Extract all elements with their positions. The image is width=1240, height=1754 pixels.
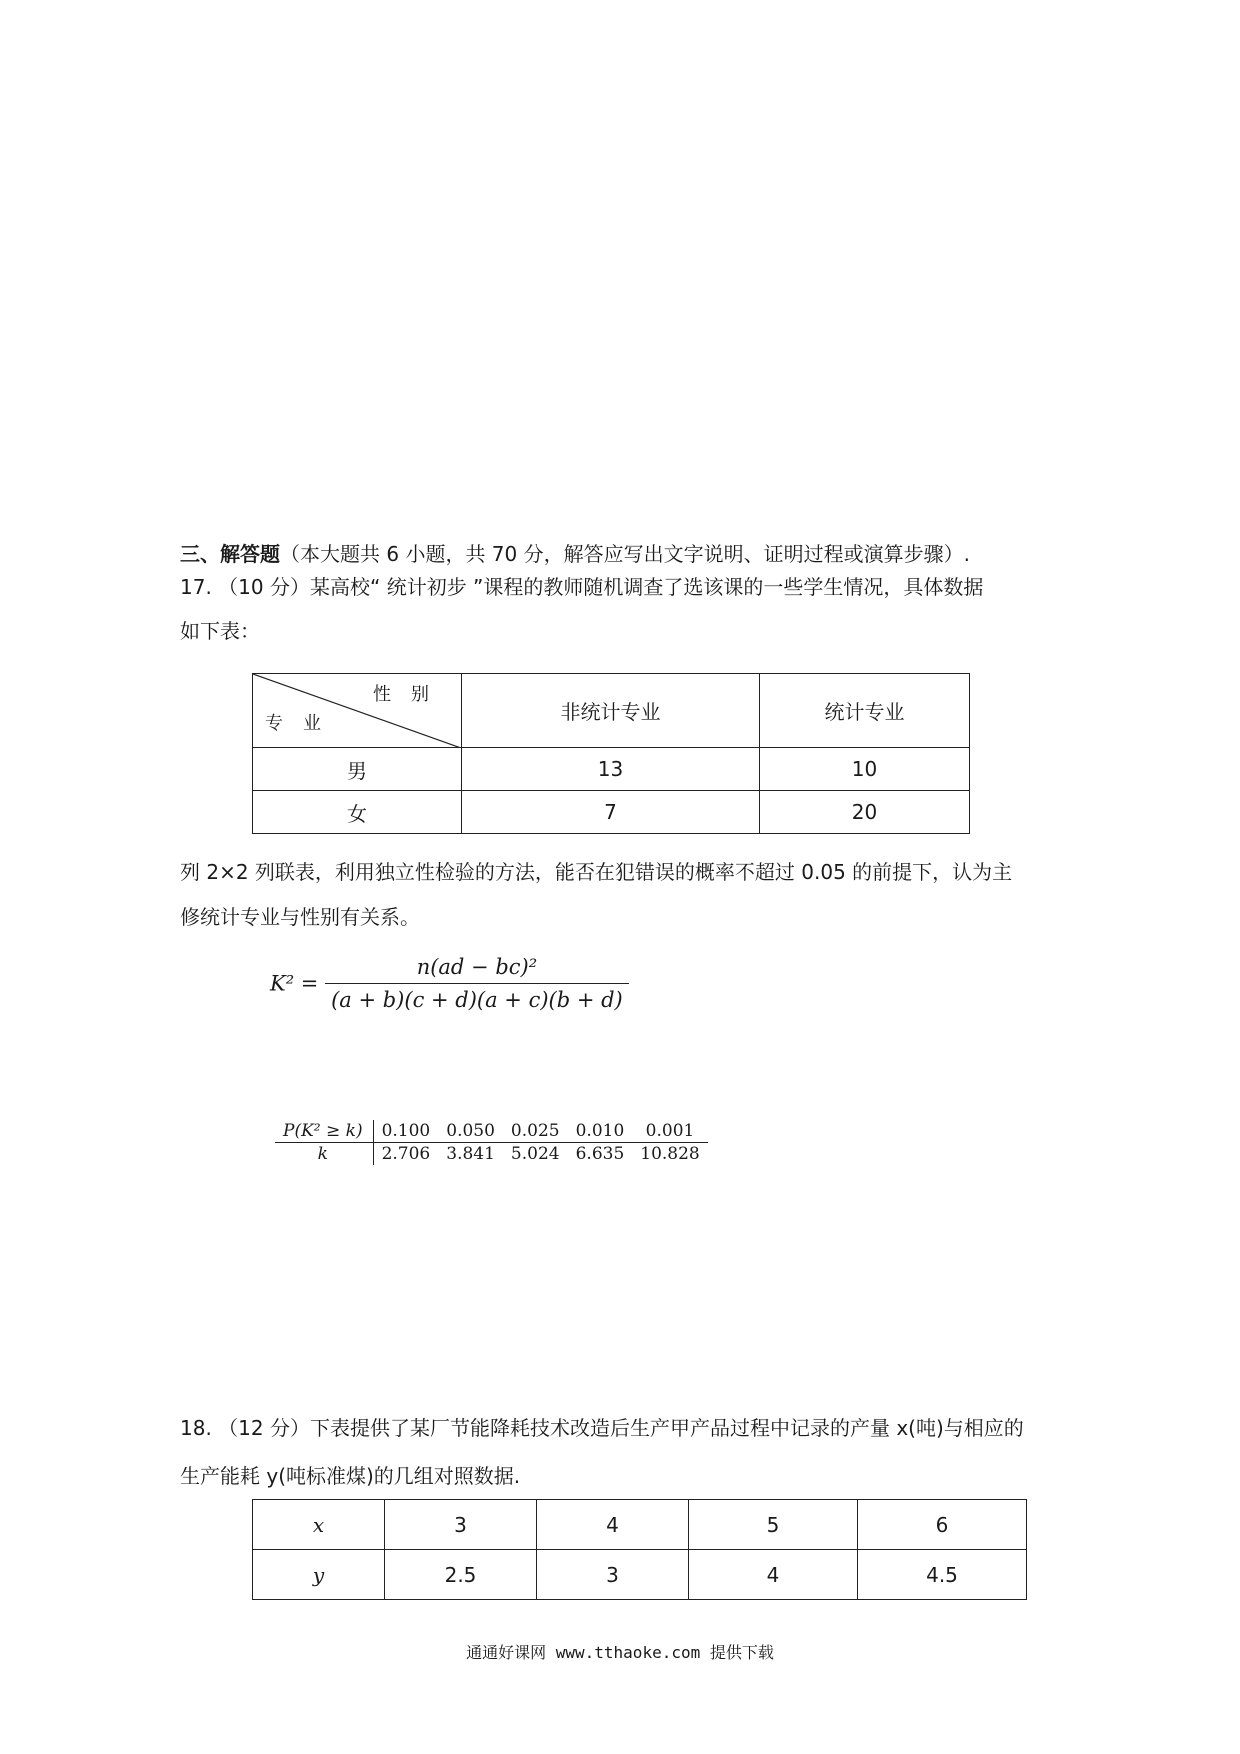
table-row	[253, 748, 970, 791]
critical-value-table	[275, 1120, 708, 1165]
p-value: 0.100	[373, 1120, 438, 1143]
k-value: 3.841	[446, 1144, 495, 1164]
q18-text-1: 下表提供了某厂节能降耗技术改造后生产甲产品过程中记录的产量 x(吨)与相应的	[309, 1416, 1024, 1440]
cell-value: 10	[760, 748, 970, 791]
p-value: 0.010	[568, 1120, 633, 1143]
p-value: 0.050	[438, 1120, 503, 1143]
formula-lhs: K² =	[270, 971, 319, 996]
k-value: 10.828	[640, 1144, 700, 1164]
table-row	[253, 1550, 1027, 1600]
x-value: 5	[689, 1500, 858, 1550]
p-value: 0.001	[632, 1120, 707, 1143]
row-label: 男	[253, 748, 462, 791]
y-value: 4	[689, 1550, 858, 1600]
table-row	[253, 791, 970, 834]
section-instruction: （本大题共 6 小题，共 70 分，解答应写出文字说明、证明过程或演算步骤）.	[280, 542, 970, 566]
section-heading-line	[180, 541, 970, 567]
header-stat: 统计专业	[760, 674, 970, 748]
q17-number: 17.	[180, 575, 212, 599]
table-corner-cell	[253, 674, 462, 748]
x-value: 3	[385, 1500, 537, 1550]
formula-numerator: n(ad − bc)²	[325, 955, 629, 984]
page-footer: 通通好课网 www.tthaoke.com 提供下载	[466, 1643, 774, 1662]
q17-after-line2: 修统计专业与性别有关系。	[180, 905, 420, 929]
table-row	[253, 1500, 1027, 1550]
x-label: x	[253, 1500, 385, 1550]
corner-top-label: 性别	[373, 684, 449, 705]
k-squared-formula	[270, 955, 629, 1012]
y-value: 2.5	[385, 1550, 537, 1600]
q18-line1	[180, 1415, 1024, 1441]
cell-value: 20	[760, 791, 970, 834]
k-value: 2.706	[381, 1144, 431, 1164]
k-value: 6.635	[575, 1144, 625, 1164]
q17-line2: 如下表：	[180, 619, 260, 643]
q18-data-table	[252, 1499, 1027, 1600]
q17-contingency-table	[252, 673, 970, 834]
cell-value: 13	[462, 748, 760, 791]
y-label: y	[253, 1550, 385, 1600]
table-row	[275, 1120, 708, 1143]
p-value: 0.025	[503, 1120, 568, 1143]
row-label: 女	[253, 791, 462, 834]
table-row	[275, 1143, 708, 1166]
q17-line1	[180, 574, 983, 600]
formula-denominator: (a + b)(c + d)(a + c)(b + d)	[331, 988, 623, 1012]
q17-score: （10 分）	[218, 575, 310, 599]
x-value: 6	[858, 1500, 1027, 1550]
p-label: P(K² ≥ k)	[275, 1120, 373, 1143]
cell-value: 7	[462, 791, 760, 834]
q17-after-line1: 列 2×2 列联表，利用独立性检验的方法，能否在犯错误的概率不超过 0.05 的前提下，认为主	[180, 860, 1013, 884]
y-value: 4.5	[858, 1550, 1027, 1600]
q18-line2: 生产能耗 y(吨标准煤)的几组对照数据.	[180, 1464, 521, 1488]
formula-fraction	[325, 955, 629, 1012]
q17-text-1: 某高校“ 统计初步 ”课程的教师随机调查了选该课的一些学生情况，具体数据	[309, 575, 984, 599]
k-label: k	[275, 1143, 373, 1166]
k-value: 5.024	[510, 1144, 560, 1164]
section-heading: 三、解答题	[180, 542, 280, 566]
q18-score: （12 分）	[218, 1416, 310, 1440]
y-value: 3	[537, 1550, 689, 1600]
q18-number: 18.	[180, 1416, 212, 1440]
corner-bottom-label: 专业	[265, 713, 341, 734]
header-non-stat: 非统计专业	[462, 674, 760, 748]
x-value: 4	[537, 1500, 689, 1550]
